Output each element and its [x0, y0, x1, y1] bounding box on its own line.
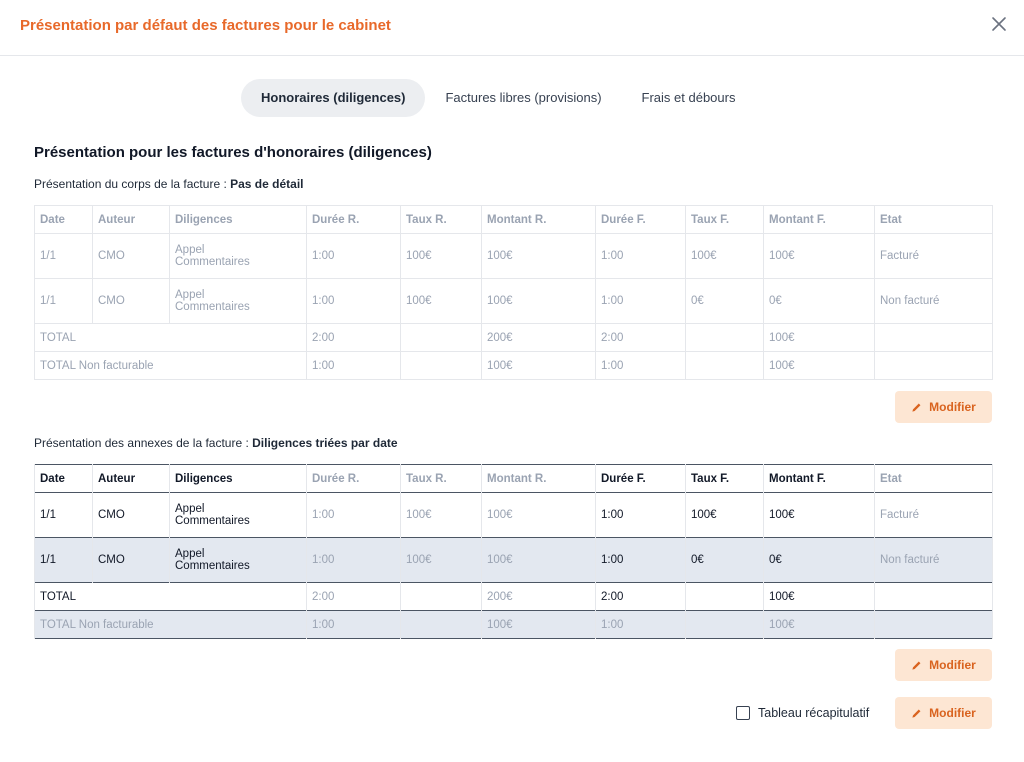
cell-diligences — [170, 493, 307, 538]
total-row — [35, 324, 993, 352]
total-taux-r — [401, 583, 482, 611]
cell-auteur: CMO — [93, 279, 170, 324]
cell-diligences — [170, 538, 307, 583]
tab-bar — [0, 79, 1024, 117]
cell-diligences — [170, 279, 307, 324]
modify-label: Modifier — [929, 400, 976, 414]
total-nf-label: TOTAL Non facturable — [35, 352, 307, 380]
total-nf-montant-f: 100€ — [764, 352, 875, 380]
total-taux-f — [686, 324, 764, 352]
recap-checkbox[interactable] — [736, 706, 750, 720]
cell-etat: Facturé — [875, 493, 993, 538]
col-taux-r: Taux R. — [401, 465, 482, 493]
total-montant-f: 100€ — [764, 324, 875, 352]
cell-taux-f: 100€ — [686, 493, 764, 538]
pencil-icon — [911, 708, 922, 719]
col-auteur: Auteur — [93, 465, 170, 493]
col-duree-r: Durée R. — [307, 206, 401, 234]
cell-duree-r: 1:00 — [307, 234, 401, 279]
total-nf-duree-f: 1:00 — [596, 611, 686, 639]
diligence-line: Commentaires — [175, 256, 250, 268]
cell-taux-r: 100€ — [401, 538, 482, 583]
col-etat: Etat — [875, 465, 993, 493]
total-nf-duree-f: 1:00 — [596, 352, 686, 380]
cell-taux-f: 0€ — [686, 279, 764, 324]
cell-duree-r: 1:00 — [307, 493, 401, 538]
cell-duree-f: 1:00 — [596, 279, 686, 324]
total-taux-r — [401, 324, 482, 352]
total-non-facturable-row — [35, 352, 993, 380]
cell-taux-r: 100€ — [401, 279, 482, 324]
cell-montant-r: 100€ — [482, 279, 596, 324]
recap-toggle[interactable] — [736, 706, 869, 720]
table-header-row — [35, 465, 993, 493]
cell-taux-r: 100€ — [401, 234, 482, 279]
col-etat: Etat — [875, 206, 993, 234]
diligence-line: Appel — [175, 244, 205, 256]
cell-montant-r: 100€ — [482, 493, 596, 538]
annex-presentation-label — [34, 436, 398, 450]
total-montant-f: 100€ — [764, 583, 875, 611]
total-duree-f: 2:00 — [596, 583, 686, 611]
body-presentation-value: Pas de détail — [230, 177, 304, 191]
tab-honoraires[interactable]: Honoraires (diligences) — [241, 79, 425, 117]
cell-montant-r: 100€ — [482, 538, 596, 583]
total-row — [35, 583, 993, 611]
total-etat — [875, 324, 993, 352]
col-taux-r: Taux R. — [401, 206, 482, 234]
modify-label: Modifier — [929, 706, 976, 720]
cell-etat: Non facturé — [875, 279, 993, 324]
cell-montant-f: 100€ — [764, 493, 875, 538]
total-nf-label: TOTAL Non facturable — [35, 611, 307, 639]
cell-duree-f: 1:00 — [596, 538, 686, 583]
dialog-title: Présentation par défaut des factures pour le cabinet — [20, 17, 391, 34]
table-row — [35, 493, 993, 538]
diligence-line: Commentaires — [175, 560, 250, 572]
cell-montant-f: 0€ — [764, 538, 875, 583]
col-auteur: Auteur — [93, 206, 170, 234]
col-taux-f: Taux F. — [686, 206, 764, 234]
col-duree-f: Durée F. — [596, 206, 686, 234]
total-nf-taux-r — [401, 611, 482, 639]
total-nf-taux-f — [686, 352, 764, 380]
cell-duree-f: 1:00 — [596, 493, 686, 538]
cell-montant-f: 100€ — [764, 234, 875, 279]
col-diligences: Diligences — [170, 465, 307, 493]
cell-date: 1/1 — [35, 538, 93, 583]
col-date: Date — [35, 465, 93, 493]
cell-etat: Facturé — [875, 234, 993, 279]
col-montant-f: Montant F. — [764, 465, 875, 493]
total-nf-duree-r: 1:00 — [307, 611, 401, 639]
modify-recap-button[interactable] — [895, 697, 992, 729]
cell-taux-f: 0€ — [686, 538, 764, 583]
body-presentation-caption: Présentation du corps de la facture : — [34, 177, 231, 191]
modify-body-button[interactable] — [895, 391, 992, 423]
diligence-line: Appel — [175, 503, 205, 515]
total-non-facturable-row — [35, 611, 993, 639]
recap-label: Tableau récapitulatif — [758, 706, 870, 720]
close-icon[interactable] — [990, 15, 1008, 33]
section-title: Présentation pour les factures d'honoraires (diligences) — [34, 144, 432, 161]
total-nf-taux-r — [401, 352, 482, 380]
cell-duree-f: 1:00 — [596, 234, 686, 279]
col-duree-r: Durée R. — [307, 465, 401, 493]
cell-montant-f: 0€ — [764, 279, 875, 324]
total-taux-f — [686, 583, 764, 611]
body-presentation-label — [34, 177, 304, 191]
pencil-icon — [911, 402, 922, 413]
annex-presentation-value: Diligences triées par date — [252, 436, 398, 450]
cell-etat: Non facturé — [875, 538, 993, 583]
cell-duree-r: 1:00 — [307, 538, 401, 583]
tab-factures-libres[interactable]: Factures libres (provisions) — [445, 90, 602, 105]
cell-auteur: CMO — [93, 538, 170, 583]
annex-preview-table — [34, 464, 993, 639]
total-duree-r: 2:00 — [307, 583, 401, 611]
col-date: Date — [35, 206, 93, 234]
total-montant-r: 200€ — [482, 583, 596, 611]
table-row — [35, 538, 993, 583]
cell-montant-r: 100€ — [482, 234, 596, 279]
diligence-line: Appel — [175, 289, 205, 301]
diligence-line: Commentaires — [175, 301, 250, 313]
cell-date: 1/1 — [35, 493, 93, 538]
total-etat — [875, 583, 993, 611]
col-montant-f: Montant F. — [764, 206, 875, 234]
col-duree-f: Durée F. — [596, 465, 686, 493]
cell-taux-f: 100€ — [686, 234, 764, 279]
col-montant-r: Montant R. — [482, 465, 596, 493]
dialog-header — [0, 0, 1024, 56]
diligence-line: Appel — [175, 548, 205, 560]
modify-annex-button[interactable] — [895, 649, 992, 681]
cell-duree-r: 1:00 — [307, 279, 401, 324]
total-nf-montant-r: 100€ — [482, 611, 596, 639]
total-nf-montant-f: 100€ — [764, 611, 875, 639]
cell-taux-r: 100€ — [401, 493, 482, 538]
cell-date: 1/1 — [35, 234, 93, 279]
diligence-line: Commentaires — [175, 515, 250, 527]
annex-presentation-caption: Présentation des annexes de la facture : — [34, 436, 253, 450]
total-label: TOTAL — [35, 583, 307, 611]
cell-date: 1/1 — [35, 279, 93, 324]
cell-auteur: CMO — [93, 493, 170, 538]
total-nf-etat — [875, 611, 993, 639]
tab-frais-debours[interactable]: Frais et débours — [641, 90, 736, 105]
col-taux-f: Taux F. — [686, 465, 764, 493]
table-row — [35, 234, 993, 279]
total-nf-duree-r: 1:00 — [307, 352, 401, 380]
total-nf-etat — [875, 352, 993, 380]
pencil-icon — [911, 660, 922, 671]
total-label: TOTAL — [35, 324, 307, 352]
total-duree-r: 2:00 — [307, 324, 401, 352]
table-header-row — [35, 206, 993, 234]
col-diligences: Diligences — [170, 206, 307, 234]
total-nf-taux-f — [686, 611, 764, 639]
body-preview-table — [34, 205, 993, 380]
col-montant-r: Montant R. — [482, 206, 596, 234]
table-row — [35, 279, 993, 324]
total-duree-f: 2:00 — [596, 324, 686, 352]
modify-label: Modifier — [929, 658, 976, 672]
cell-auteur: CMO — [93, 234, 170, 279]
total-montant-r: 200€ — [482, 324, 596, 352]
cell-diligences — [170, 234, 307, 279]
total-nf-montant-r: 100€ — [482, 352, 596, 380]
